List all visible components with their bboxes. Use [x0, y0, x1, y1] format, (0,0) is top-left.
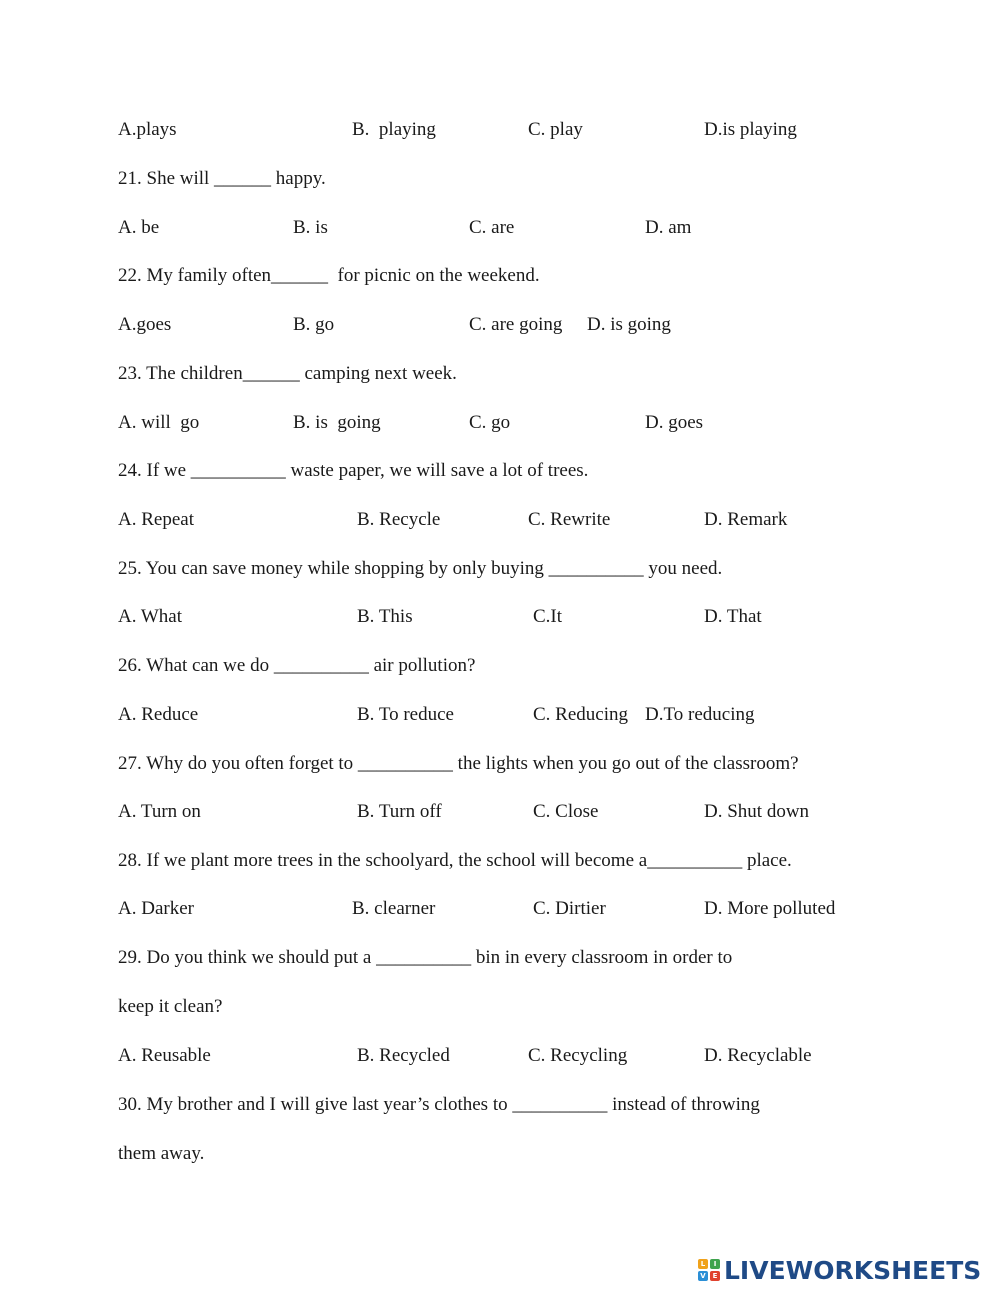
- q22-option-b[interactable]: B. go: [293, 314, 335, 335]
- q20-option-c[interactable]: C. play: [528, 119, 583, 140]
- q26-stem: 26. What can we do __________ air pollution?: [118, 655, 476, 676]
- logo-text: LIVEWORKSHEETS: [724, 1255, 982, 1285]
- q28-option-b[interactable]: B. clearner: [352, 898, 436, 919]
- q25-option-b[interactable]: B. This: [357, 606, 413, 627]
- q26-option-c[interactable]: C. Reducing: [533, 704, 628, 725]
- q23-option-b[interactable]: B. is going: [293, 412, 381, 433]
- q27-option-c[interactable]: C. Close: [533, 801, 599, 822]
- q29-option-b[interactable]: B. Recycled: [357, 1045, 450, 1066]
- q30-stem-continued: them away.: [118, 1143, 205, 1164]
- q25-option-c[interactable]: C.It: [533, 606, 563, 627]
- q21-stem: 21. She will ______ happy.: [118, 168, 326, 189]
- q22-option-d[interactable]: D. is going: [587, 314, 671, 335]
- q24-option-a[interactable]: A. Repeat: [118, 509, 194, 530]
- logo-mark-letter: L: [698, 1259, 708, 1269]
- q29-stem-continued: keep it clean?: [118, 996, 223, 1017]
- q25-stem: 25. You can save money while shopping by only buying __________ you need.: [118, 558, 723, 579]
- q24-stem: 24. If we __________ waste paper, we will save a lot of trees.: [118, 460, 589, 481]
- logo-mark-icon: [698, 1259, 720, 1281]
- q20-option-d[interactable]: D.is playing: [704, 119, 797, 140]
- q22-option-c[interactable]: C. are going: [469, 314, 563, 335]
- q26-option-a[interactable]: A. Reduce: [118, 704, 199, 725]
- q24-option-b[interactable]: B. Recycle: [357, 509, 441, 530]
- q21-option-c[interactable]: C. are: [469, 217, 515, 238]
- q21-option-b[interactable]: B. is: [293, 217, 328, 238]
- q24-option-d[interactable]: D. Remark: [704, 509, 788, 530]
- q23-stem: 23. The children______ camping next week.: [118, 363, 457, 384]
- q20-option-a[interactable]: A.plays: [118, 119, 177, 140]
- q20-option-b[interactable]: B. playing: [352, 119, 436, 140]
- logo-mark-letter: I: [710, 1259, 720, 1269]
- q28-stem: 28. If we plant more trees in the schoolyard, the school will become a__________ place.: [118, 850, 792, 871]
- q23-option-d[interactable]: D. goes: [645, 412, 704, 433]
- q29-option-a[interactable]: A. Reusable: [118, 1045, 211, 1066]
- q30-stem: 30. My brother and I will give last year’s clothes to __________ instead of throwing: [118, 1094, 760, 1115]
- q24-option-c[interactable]: C. Rewrite: [528, 509, 611, 530]
- q23-option-a[interactable]: A. will go: [118, 412, 200, 433]
- q22-option-a[interactable]: A.goes: [118, 314, 172, 335]
- q27-option-b[interactable]: B. Turn off: [357, 801, 442, 822]
- q25-option-d[interactable]: D. That: [704, 606, 762, 627]
- liveworksheets-logo: [698, 1256, 981, 1284]
- q22-stem: 22. My family often______ for picnic on the weekend.: [118, 265, 540, 286]
- q29-option-d[interactable]: D. Recyclable: [704, 1045, 812, 1066]
- logo-mark-letter: E: [710, 1271, 720, 1281]
- q28-option-a[interactable]: A. Darker: [118, 898, 194, 919]
- q26-option-b[interactable]: B. To reduce: [357, 704, 454, 725]
- q27-option-a[interactable]: A. Turn on: [118, 801, 201, 822]
- q28-option-d[interactable]: D. More polluted: [704, 898, 836, 919]
- q25-option-a[interactable]: A. What: [118, 606, 183, 627]
- q28-option-c[interactable]: C. Dirtier: [533, 898, 606, 919]
- q21-option-d[interactable]: D. am: [645, 217, 692, 238]
- q29-option-c[interactable]: C. Recycling: [528, 1045, 628, 1066]
- logo-mark-letter: V: [698, 1271, 708, 1281]
- q27-option-d[interactable]: D. Shut down: [704, 801, 810, 822]
- q26-option-d[interactable]: D.To reducing: [645, 704, 755, 725]
- q21-option-a[interactable]: A. be: [118, 217, 160, 238]
- q23-option-c[interactable]: C. go: [469, 412, 511, 433]
- q27-stem: 27. Why do you often forget to __________ the lights when you go out of the classroom?: [118, 753, 799, 774]
- q29-stem: 29. Do you think we should put a __________ bin in every classroom in order to: [118, 947, 733, 968]
